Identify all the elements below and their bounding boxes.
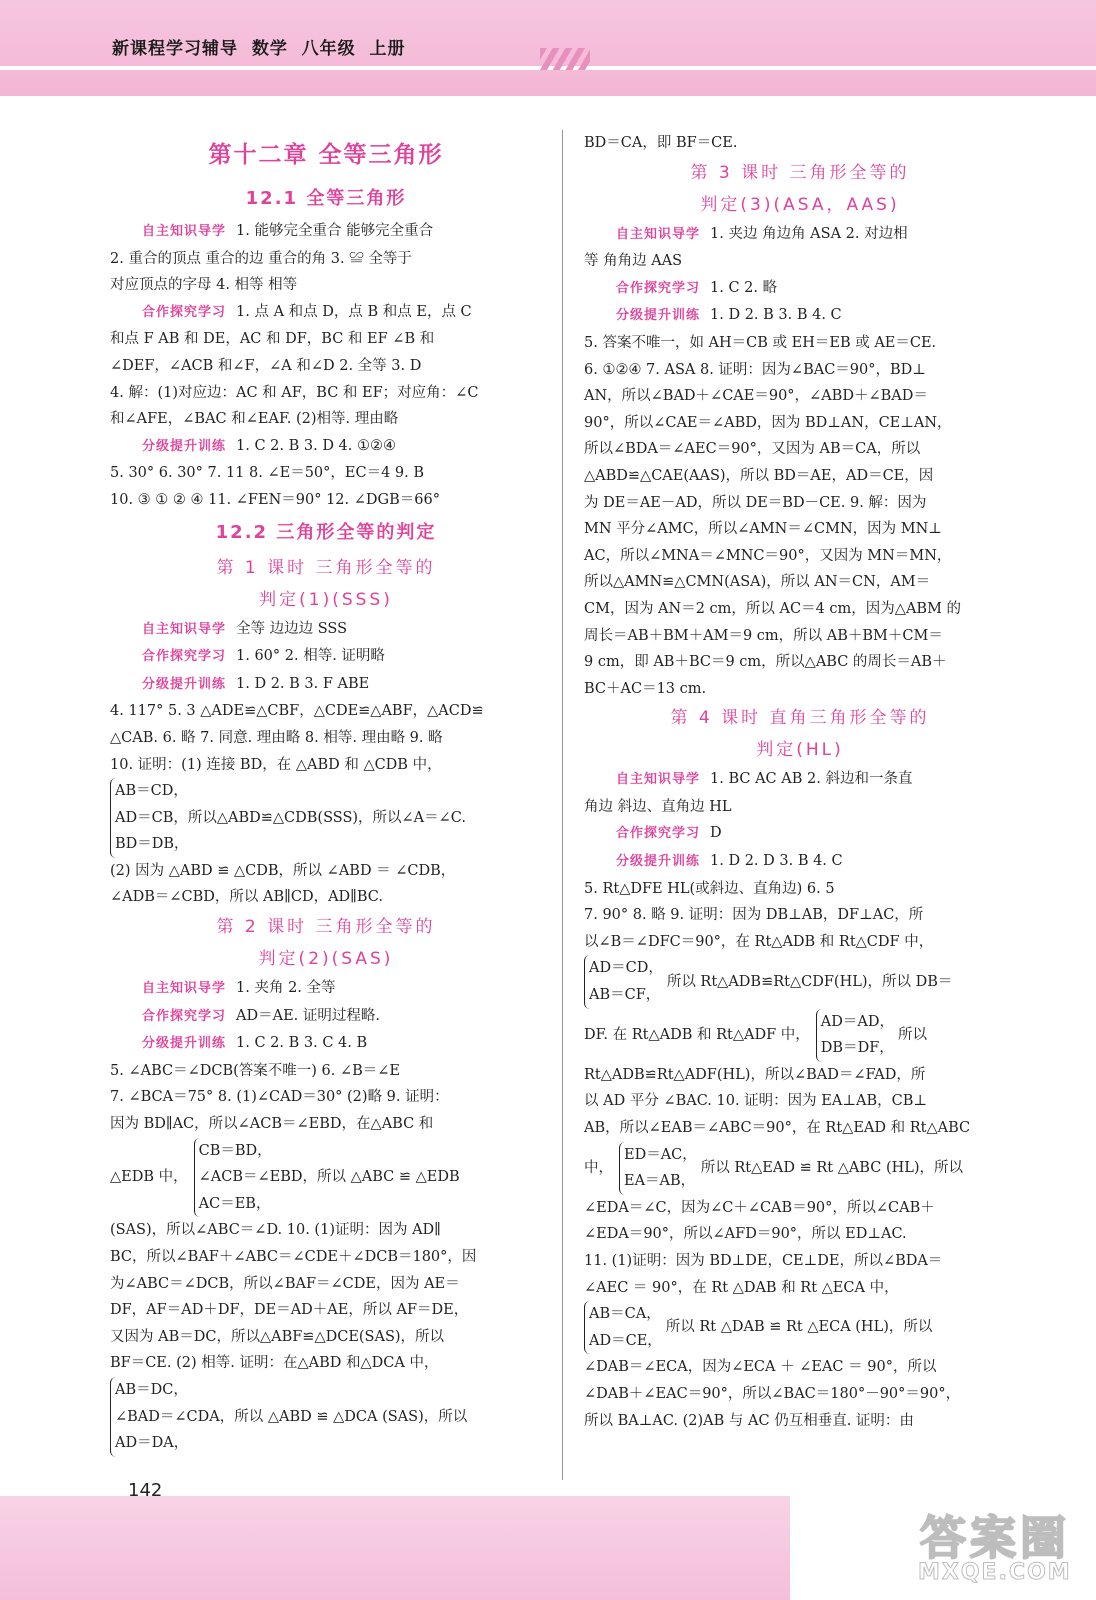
- answer-line: 4. 117° 5. 3 △ADE≌△CBF，△CDE≌△ABF，△ACD≌: [110, 703, 484, 720]
- answer-line: 因为 BD∥AC，所以∠ACB＝∠EBD，在△ABC 和: [110, 1116, 434, 1133]
- lesson-title: 第 4 课时 直角三角形全等的: [670, 708, 930, 729]
- answer-line: 合作探究学习 1. 点 A 和点 D，点 B 和点 E，点 C: [142, 303, 472, 320]
- lesson-title: 第 3 课时 三角形全等的: [690, 162, 910, 183]
- answer-line: 又因为 AB＝DC，所以△ABF≌△DCE(SAS)，所以: [110, 1328, 445, 1345]
- answer-line: 90°，所以∠CAE＝∠ABD，因为 BD⊥AN，CE⊥AN，: [584, 414, 952, 431]
- section-label: 合作探究学习: [142, 304, 227, 320]
- answer-line: 5. 30° 6. 30° 7. 11 8. ∠E＝50°，EC＝4 9. B: [110, 465, 425, 482]
- answer-line: 10. ③ ① ② ④ 11. ∠FEN＝90° 12. ∠DGB＝66°: [110, 491, 440, 508]
- answer-line: ∠ADB＝∠CBD，所以 AB∥CD，AD∥BC.: [110, 889, 383, 906]
- left-column: [110, 130, 542, 1457]
- answer-line: 6. ①②④ 7. ASA 8. 证明：因为∠BAC＝90°，BD⊥: [584, 361, 926, 378]
- lesson-subtitle: 判定(3)(ASA，AAS): [700, 194, 900, 215]
- section-label: 自主知识导学: [142, 224, 227, 239]
- answer-line: 合作探究学习 1. C 2. 略: [616, 279, 778, 296]
- answer-line: 2. 重合的顶点 重合的边 重合的角 3. ≌ 全等于: [110, 250, 412, 267]
- answer-line: 对应顶点的字母 4. 相等 相等: [110, 277, 298, 294]
- section-label: 合作探究学习: [616, 280, 701, 296]
- answer-line: BF＝CE. (2) 相等. 证明：在△ABD 和△DCA 中，: [110, 1355, 439, 1372]
- section-label: 自主知识导学: [616, 772, 701, 788]
- answer-line: ∠EDA＝∠C，因为∠C＋∠CAB＝90°，所以∠CAB＋: [584, 1199, 935, 1216]
- section-label: 分级提升训练: [616, 854, 701, 870]
- answer-line: 7. 90° 8. 略 9. 证明：因为 DB⊥AB，DF⊥AC，所: [584, 907, 924, 924]
- column-divider: [562, 130, 563, 1480]
- lesson-title: 第 2 课时 三角形全等的: [216, 917, 436, 938]
- header-title: 新课程学习辅导 数学 八年级 上册: [112, 39, 406, 59]
- answer-line: Rt△ADB≌Rt△ADF(HL)，所以∠BAD＝∠FAD，所: [584, 1066, 926, 1083]
- answer-line: 5. 答案不唯一，如 AH＝CB 或 EH＝EB 或 AE＝CE.: [584, 334, 937, 351]
- equation-system: AB＝DC， ∠BAD＝∠CDA，所以 △ABD ≌ △DCA (SAS)，所以 AD＝DA，: [110, 1377, 542, 1457]
- answer-line: CM，因为 AN＝2 cm，所以 AC＝4 cm，因为△ABM 的: [584, 600, 962, 617]
- answer-line: 11. (1)证明：因为 BD⊥DE，CE⊥DE，所以∠BDA＝: [584, 1252, 943, 1269]
- answer-line: 等 角角边 AAS: [584, 253, 683, 270]
- answer-line: 和点 F AB 和 DE，AC 和 DF，BC 和 EF ∠B 和: [110, 331, 435, 348]
- section-title-12-1: 12.1 全等三角形: [245, 188, 407, 209]
- answer-line: 分级提升训练 1. C 2. B 3. C 4. B: [142, 1035, 368, 1052]
- answer-line: 自主知识导学 1. BC AC AB 2. 斜边和一条直: [616, 771, 913, 788]
- answer-line: 所以 BA⊥AC. (2)AB 与 AC 仍互相垂直. 证明：由: [584, 1412, 914, 1429]
- answer-line: 分级提升训练 1. D 2. B 3. F ABE: [142, 675, 370, 692]
- lesson-subtitle: 判定(HL): [756, 740, 844, 761]
- answer-line: ∠DAB＋∠EAC＝90°，所以∠BAC＝180°－90°＝90°，: [584, 1385, 961, 1402]
- answer-line: △ABD≌△CAE(AAS)，所以 BD＝AE，AD＝CE，因: [584, 467, 934, 484]
- answer-line: 4. 解：(1)对应边：AC 和 AF，BC 和 EF；对应角：∠C: [110, 384, 479, 401]
- equation-system: △EDB 中， CB＝BD， ∠ACB＝∠EBD，所以 △ABC ≌ △EDB AC＝EB，: [110, 1138, 542, 1218]
- answer-line: 合作探究学习 1. 60° 2. 相等. 证明略: [142, 648, 385, 665]
- answer-line: 以 AD 平分 ∠BAC. 10. 证明：因为 EA⊥AB，CB⊥: [584, 1093, 927, 1110]
- answer-line: ∠EDA＝90°，所以∠AFD＝90°，所以 ED⊥AC.: [584, 1226, 907, 1243]
- answer-line: 所以△AMN≌△CMN(ASA)，所以 AN＝CN，AM＝: [584, 574, 931, 591]
- answer-line: AB，所以∠EAB＝∠ABC＝90°，在 Rt△EAD 和 Rt△ABC: [584, 1120, 971, 1136]
- header-stripes: [540, 48, 590, 70]
- section-label: 自主知识导学: [142, 621, 227, 637]
- section-label: 自主知识导学: [616, 226, 701, 242]
- watermark-url: MXQE.COM: [918, 1560, 1072, 1585]
- answer-line: 分级提升训练 1. C 2. B 3. D 4. ①②④: [142, 437, 396, 454]
- equation-system: AD＝CD， AB＝CF， 所以 Rt△ADB≌Rt△CDF(HL)，所以 DB＝: [584, 955, 1016, 1008]
- answer-line: BC，所以∠BAF＋∠ABC＝∠CDE＋∠DCB＝180°，因: [110, 1249, 477, 1265]
- answer-line: DF，AF＝AD＋DF，DE＝AD＋AE，所以 AF＝DE，: [110, 1302, 469, 1319]
- answer-line: 自主知识导学 1. 能够完全重合 能够完全重合: [142, 223, 434, 239]
- answer-line: BC＋AC＝13 cm.: [584, 680, 707, 697]
- chapter-title: 第十二章 全等三角形: [208, 142, 444, 168]
- answer-line: 周长＝AB＋BM＋AM＝9 cm，所以 AB＋BM＋CM＝: [584, 627, 943, 644]
- answer-line: 7. ∠BCA＝75° 8. (1)∠CAD＝30° (2)略 9. 证明：: [110, 1089, 449, 1106]
- section-label: 分级提升训练: [142, 1036, 227, 1052]
- equation-system: DF. 在 Rt△ADB 和 Rt△ADF 中， AD＝AD， DB＝DF， 所以: [584, 1009, 1016, 1062]
- section-label: 分级提升训练: [142, 438, 227, 454]
- answer-line: MN 平分∠AMC，所以∠AMN＝∠CMN，因为 MN⊥: [584, 521, 942, 538]
- answer-line: 为 DE＝AE－AD，所以 DE＝BD－CE. 9. 解：因为: [584, 494, 927, 511]
- answer-line: 自主知识导学 全等 边边边 SSS: [142, 620, 348, 637]
- lesson-title: 第 1 课时 三角形全等的: [216, 557, 436, 578]
- answer-line: 自主知识导学 1. 夹边 角边角 ASA 2. 对边相: [616, 225, 908, 242]
- answer-line: BD＝CA，即 BF＝CE.: [584, 135, 738, 151]
- answer-line: 5. ∠ABC＝∠DCB(答案不唯一) 6. ∠B＝∠E: [110, 1062, 401, 1079]
- lesson-subtitle: 判定(2)(SAS): [258, 949, 394, 970]
- answer-line: 角边 斜边、直角边 HL: [584, 798, 732, 815]
- equation-system: 中， ED＝AC， EA＝AB， 所以 Rt△EAD ≌ Rt △ABC (HL)，所以: [584, 1142, 1016, 1195]
- answer-line: 和∠AFE，∠BAC 和∠EAF. (2)相等. 理由略: [110, 411, 399, 428]
- answer-line: (SAS)，所以∠ABC＝∠D. 10. (1)证明：因为 AD∥: [110, 1222, 441, 1239]
- answer-line: 合作探究学习 AD＝AE. 证明过程略.: [142, 1007, 380, 1024]
- section-title-12-2: 12.2 三角形全等的判定: [215, 521, 437, 543]
- section-label: 合作探究学习: [142, 1008, 227, 1024]
- answer-line: ∠DEF，∠ACB 和∠F，∠A 和∠D 2. 全等 3. D: [110, 357, 422, 374]
- section-label: 合作探究学习: [616, 826, 701, 842]
- equation-system: AB＝CD， AD＝CB，所以△ABD≌△CDB(SSS)，所以∠A＝∠C. BD＝DB，: [110, 778, 542, 858]
- answer-line: 10. 证明：(1) 连接 BD，在 △ABD 和 △CDB 中，: [110, 756, 442, 773]
- answer-line: 为∠ABC＝∠DCB，所以∠BAF＝∠CDE，因为 AE＝: [110, 1275, 460, 1292]
- answer-line: △CAB. 6. 略 7. 同意. 理由略 8. 相等. 理由略 9. 略: [110, 729, 443, 746]
- section-label: 分级提升训练: [616, 308, 701, 324]
- answer-line: 分级提升训练 1. D 2. D 3. B 4. C: [616, 853, 843, 870]
- answer-line: 合作探究学习 D: [616, 825, 722, 842]
- watermark-logo: 答案圈: [920, 1511, 1070, 1565]
- answer-line: 自主知识导学 1. 夹角 2. 全等: [142, 980, 336, 997]
- right-column: [584, 130, 1016, 1434]
- section-label: 合作探究学习: [142, 649, 227, 665]
- answer-line: 分级提升训练 1. D 2. B 3. B 4. C: [616, 307, 842, 324]
- answer-line: 所以∠BDA＝∠AEC＝90°，又因为 AB＝CA，所以: [584, 441, 921, 458]
- answer-line: 9 cm，即 AB＋BC＝9 cm，所以△ABC 的周长＝AB＋: [584, 654, 947, 671]
- section-label: 自主知识导学: [142, 981, 227, 997]
- equation-system: AB＝CA， AD＝CE， 所以 Rt △DAB ≌ Rt △ECA (HL)，所以: [584, 1301, 1016, 1354]
- answer-line: AC，所以∠MNA＝∠MNC＝90°，又因为 MN＝MN，: [584, 547, 952, 564]
- section-label: 分级提升训练: [142, 676, 227, 692]
- answer-line: 5. Rt△DFE HL(或斜边、直角边) 6. 5: [584, 880, 835, 897]
- answer-line: ∠AEC ＝ 90°，在 Rt △DAB 和 Rt △ECA 中，: [584, 1279, 899, 1296]
- footer-band: [0, 1496, 790, 1600]
- answer-line: 以∠B＝∠DFC＝90°，在 Rt△ADB 和 Rt△CDF 中，: [584, 933, 934, 950]
- page-number: 142: [128, 1480, 163, 1501]
- answer-line: (2) 因为 △ABD ≌ △CDB，所以 ∠ABD ＝ ∠CDB，: [110, 862, 456, 879]
- lesson-subtitle: 判定(1)(SSS): [259, 589, 393, 610]
- answer-line: AN，所以∠BAD＋∠CAE＝90°，∠ABD＋∠BAD＝: [584, 388, 928, 405]
- answer-line: ∠DAB＝∠ECA，因为∠ECA ＋ ∠EAC ＝ 90°，所以: [584, 1359, 937, 1376]
